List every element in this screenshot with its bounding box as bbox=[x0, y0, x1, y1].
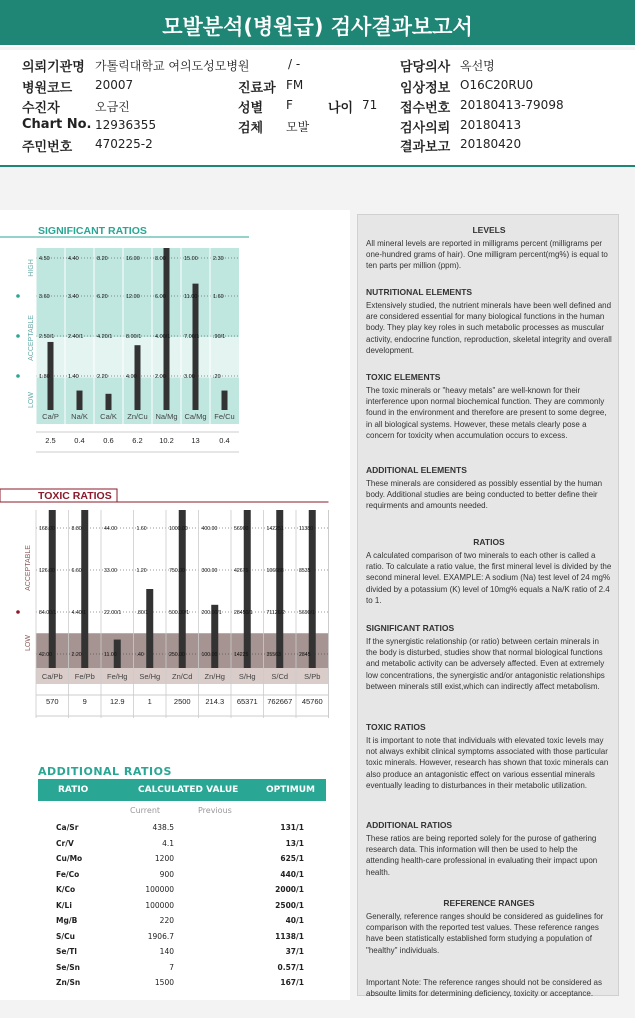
sig-bar-Ca/Mg bbox=[193, 284, 199, 410]
sig-col-value: 6.2 bbox=[132, 436, 143, 445]
explanation-heading: TOXIC ELEMENTS bbox=[366, 372, 441, 382]
sex-label: 성별 bbox=[238, 101, 264, 116]
toxic-bar-S/Pb bbox=[309, 510, 316, 668]
explanation-block bbox=[366, 537, 612, 616]
col-optimum-header: OPTIMUM bbox=[266, 785, 315, 795]
ratio-optimum: 1138/1 bbox=[275, 931, 304, 941]
ratio-name: K/Li bbox=[56, 900, 72, 910]
toxic-col-value: 570 bbox=[45, 697, 59, 706]
ratio-optimum: 131/1 bbox=[280, 823, 304, 832]
col-ratio-header: RATIO bbox=[58, 785, 89, 795]
report-label: 결과보고 bbox=[400, 140, 451, 155]
toxic-title: TOXIC RATIOS bbox=[38, 490, 112, 502]
explanation-text: Extensively studied, the nutrient minerals have been well defined and are considered essential for many biological functions in the human body. They play key roles in such metabolic processes as muscular activity, endocrine function, reproduction, skeletal integrity and overall development. bbox=[366, 301, 612, 355]
sig-tick-label: 4.20/1 bbox=[97, 334, 113, 340]
sig-tick-label: 1.40 bbox=[68, 374, 79, 380]
ratio-current-value: 1906.7 bbox=[147, 931, 174, 941]
sig-tick-label: 12.00 bbox=[126, 294, 140, 300]
additional-ratios-title: ADDITIONAL RATIOS bbox=[38, 765, 172, 778]
additional-row bbox=[38, 885, 326, 900]
zone-label-low: LOW bbox=[28, 392, 35, 408]
significant-title: SIGNIFICANT RATIOS bbox=[38, 225, 147, 237]
explanation-block bbox=[366, 372, 612, 451]
ratio-current-value: 100000 bbox=[145, 885, 174, 894]
toxic-bar-Fe/Pb bbox=[81, 510, 88, 668]
explanation-block bbox=[366, 722, 612, 801]
receipt-label: 접수번호 bbox=[400, 101, 451, 116]
sig-col-name: Zn/Cu bbox=[127, 412, 148, 421]
toxic-tick-label: 56900 bbox=[234, 526, 249, 532]
ratio-current-value: 1200 bbox=[154, 854, 174, 863]
toxic-tick-label: 500.00/1 bbox=[169, 610, 190, 616]
col-value-header: CALCULATED VALUE bbox=[138, 785, 239, 795]
explanation-text: The toxic minerals or "heavy metals" are well-known for their interference upon normal biochemical function. They are commonly found in the environment and therefore are present to some degree, in all biological systems. However, these metals clearly pose a concern for toxicity when accumulation occurs to excess. bbox=[366, 386, 607, 440]
additional-row bbox=[38, 916, 326, 931]
sig-bar-Ca/K bbox=[106, 394, 112, 410]
toxic-col-value: 45760 bbox=[301, 697, 323, 706]
sig-marker bbox=[16, 374, 20, 378]
sig-col-name: Fe/Cu bbox=[214, 412, 235, 421]
sig-tick-label: 7.00/1 bbox=[184, 334, 200, 340]
explanation-heading: TOXIC RATIOS bbox=[366, 722, 426, 732]
explanation-block bbox=[366, 225, 612, 282]
toxic-tick-label: 142251 bbox=[266, 526, 284, 532]
additional-row bbox=[38, 963, 326, 978]
chart-no-label: Chart No. bbox=[22, 117, 92, 132]
toxic-tick-label: 100.00 bbox=[201, 652, 218, 658]
toxic-tick-label: 1000.00 bbox=[169, 526, 188, 532]
toxic-tick-label: 4.40/1 bbox=[71, 610, 86, 616]
sig-tick-label: 11.00 bbox=[184, 294, 198, 300]
toxic-tick-label: 14225 bbox=[234, 652, 249, 658]
explanation-text: Generally, reference ranges should be considered as guidelines for comparison with the reported test values. These reference ranges have been statistically established form studying a population of "healthy" individuals. bbox=[366, 912, 604, 955]
sig-bar-Fe/Cu bbox=[222, 391, 228, 410]
explanation-panel bbox=[357, 214, 619, 999]
hospital-code-label: 병원코드 bbox=[22, 81, 73, 96]
toxic-col-name: Fe/Hg bbox=[107, 672, 128, 681]
patient-label: 수진자 bbox=[22, 101, 60, 116]
toxic-col-name: S/Cd bbox=[271, 672, 289, 681]
additional-row bbox=[38, 947, 326, 962]
explanation-heading: LEVELS bbox=[472, 225, 506, 235]
explanation-heading: REFERENCE RANGES bbox=[443, 898, 535, 908]
age-label: 나이 bbox=[328, 101, 354, 116]
sig-tick-label: 15.00 bbox=[184, 256, 198, 262]
sig-tick-label: 4.00/1 bbox=[155, 334, 171, 340]
toxic-tick-label: 11380 bbox=[299, 526, 314, 532]
ratio-optimum: 0.57/1 bbox=[277, 962, 304, 972]
ratio-current-value: 900 bbox=[159, 869, 174, 879]
age-value: 71 bbox=[362, 98, 378, 112]
explanation-block bbox=[366, 898, 612, 966]
sig-col-value: 0.6 bbox=[103, 436, 114, 445]
additional-row bbox=[38, 901, 326, 916]
zone-label-acceptable: ACCEPTABLE bbox=[28, 315, 35, 361]
explanation-text: These ratios are being reported solely for the purose of gathering research data. This information will then be used to help the attending health-care professional in evaluating their impact upon health. bbox=[366, 834, 598, 877]
sig-tick-label: 16.00 bbox=[126, 256, 140, 262]
toxic-tick-label: 71126/2 bbox=[266, 610, 285, 616]
sig-tick-label: 2.00 bbox=[155, 374, 166, 380]
ratio-optimum: 440/1 bbox=[280, 869, 304, 879]
toxic-bar-S/Cd bbox=[276, 510, 283, 668]
report-date: 20180420 bbox=[460, 137, 522, 151]
ratio-current-value: 438.5 bbox=[152, 823, 174, 832]
toxic-tick-label: 168.00 bbox=[39, 526, 55, 532]
explanation-text: Important Note: The reference ranges should not be considered as absoulte limits for determining deficiency, toxicity or acceptance. bbox=[366, 978, 602, 999]
sig-col-value: 0.4 bbox=[74, 436, 85, 445]
toxic-tick-label: 400.00 bbox=[201, 526, 218, 532]
sig-marker bbox=[16, 334, 20, 338]
explanation-heading: SIGNIFICANT RATIOS bbox=[366, 623, 455, 633]
sig-marker bbox=[16, 294, 20, 298]
ratio-name: Fe/Co bbox=[56, 869, 80, 879]
ratio-optimum: 13/1 bbox=[285, 838, 304, 848]
sig-col-value: 10.2 bbox=[159, 436, 174, 445]
sig-col-value: 2.5 bbox=[45, 436, 56, 445]
patient-value: 오금진 bbox=[95, 100, 130, 114]
ratio-current-value: 140 bbox=[159, 947, 174, 956]
toxic-tick-label: 5690/1 bbox=[299, 610, 315, 616]
toxic-col-name: Se/Hg bbox=[139, 672, 161, 681]
toxic-col-name: S/Pb bbox=[304, 672, 321, 681]
toxic-ratios-chart bbox=[0, 488, 350, 768]
toxic-bar-Zn/Cd bbox=[179, 510, 186, 668]
request-label: 검사의뢰 bbox=[400, 121, 451, 136]
ratio-name: K/Co bbox=[56, 885, 76, 894]
explanation-heading: NUTRITIONAL ELEMENTS bbox=[366, 287, 473, 297]
specimen-label: 검체 bbox=[238, 121, 264, 136]
toxic-col-value: 9 bbox=[82, 697, 87, 706]
toxic-tick-label: 200.00/1 bbox=[201, 610, 222, 616]
sig-tick-label: 8.20 bbox=[97, 256, 108, 262]
toxic-tick-label: 250.00 bbox=[169, 652, 185, 658]
ratio-optimum: 2000/1 bbox=[275, 885, 304, 894]
sig-tick-label: 2.40/1 bbox=[68, 334, 84, 340]
explanation-block bbox=[366, 465, 612, 522]
sig-tick-label: .90/1 bbox=[213, 334, 226, 340]
ratio-optimum: 37/1 bbox=[285, 947, 304, 956]
ratio-optimum: 625/1 bbox=[280, 854, 304, 863]
additional-row bbox=[38, 823, 326, 838]
additional-row bbox=[38, 854, 326, 869]
explanation-block bbox=[366, 977, 612, 1009]
sex-value: F bbox=[286, 98, 293, 112]
additional-ratios-table bbox=[38, 779, 326, 999]
toxic-marker bbox=[16, 610, 20, 614]
explanation-block bbox=[366, 820, 612, 888]
sig-tick-label: 8.00 bbox=[155, 256, 166, 262]
hospital-code-value: 20007 bbox=[95, 78, 134, 92]
ratio-current-value: 100000 bbox=[145, 900, 174, 910]
toxic-col-value: 1 bbox=[147, 697, 152, 706]
ratio-name: Ca/Sr bbox=[56, 823, 79, 832]
id-label: 주민번호 bbox=[22, 140, 73, 155]
toxic-tick-label: 1.20 bbox=[136, 568, 147, 574]
ratio-current-value: 4.1 bbox=[162, 838, 174, 848]
sig-bar-Na/K bbox=[77, 391, 83, 410]
toxic-tick-label: 2.20 bbox=[71, 652, 82, 658]
sig-tick-label: .20 bbox=[213, 374, 221, 380]
ratio-name: S/Cu bbox=[56, 931, 75, 941]
explanation-text: It is important to note that individuals with elevated toxic levels may not always exhibit clinical symptoms associated with those particular toxic minerals. However, research has shown that toxic minerals can also produce an antagonistic effect on various essential minerals eventually leading to disturbances in their metabolic utilization. bbox=[366, 736, 609, 790]
toxic-bar-Ca/Pb bbox=[49, 510, 56, 668]
toxic-tick-label: 2845 bbox=[299, 652, 311, 658]
explanation-text: If the synergistic relationship (or ratio) between certain minerals in the body is disturbed, studies show that normal biological functions and metabolic activity can be adversely affected. Even at extremely low concentrations, the synergistic and/or antagonistic relationships between minerals still exist,which can indirectly affect metabolism. bbox=[366, 637, 605, 691]
sig-tick-label: 3.60 bbox=[39, 294, 50, 300]
toxic-col-name: Zn/Cd bbox=[172, 672, 193, 681]
explanation-text: These minerals are considered as possibly essential by the human body. Additional studies are being conducted to better define their requirments and amounts needed. bbox=[366, 479, 603, 511]
additional-row bbox=[38, 870, 326, 885]
sig-col-value: 0.4 bbox=[219, 436, 230, 445]
sig-tick-label: 6.20 bbox=[97, 294, 108, 300]
toxic-zone-label-acceptable: ACCEPTABLE bbox=[25, 545, 32, 591]
toxic-tick-label: 106688 bbox=[266, 568, 284, 574]
toxic-tick-label: 44.00 bbox=[104, 526, 117, 532]
sig-tick-label: 3.00 bbox=[184, 374, 195, 380]
sig-tick-label: 4.40 bbox=[68, 256, 79, 262]
toxic-tick-label: 28450/1 bbox=[234, 610, 253, 616]
toxic-zone-label-low: LOW bbox=[25, 635, 32, 651]
toxic-tick-label: 42.00 bbox=[39, 652, 52, 658]
toxic-col-value: 762667 bbox=[267, 697, 293, 706]
toxic-tick-label: 750.00 bbox=[169, 568, 185, 574]
additional-row bbox=[38, 839, 326, 854]
specimen-value: 모발 bbox=[286, 120, 310, 134]
toxic-tick-label: 8.80 bbox=[71, 526, 82, 532]
sig-col-name: Ca/P bbox=[42, 412, 59, 421]
toxic-col-name: S/Hg bbox=[238, 672, 256, 681]
toxic-tick-label: 300.00 bbox=[201, 568, 218, 574]
sig-col-name: Na/Mg bbox=[155, 412, 178, 421]
ratio-optimum: 40/1 bbox=[285, 916, 304, 925]
toxic-tick-label: 8535 bbox=[299, 568, 311, 574]
toxic-col-value: 12.9 bbox=[109, 697, 125, 706]
sig-col-name: Ca/K bbox=[100, 412, 117, 421]
sig-tick-label: 2.50/1 bbox=[39, 334, 55, 340]
sig-tick-label: 2.30 bbox=[213, 256, 224, 262]
toxic-tick-label: 6.60 bbox=[71, 568, 82, 574]
sig-tick-label: 1.80 bbox=[39, 374, 50, 380]
toxic-tick-label: 84.00/1 bbox=[39, 610, 57, 616]
ratio-name: Se/Tl bbox=[56, 947, 77, 956]
dept-value: FM bbox=[286, 78, 304, 92]
id-value: 470225-2 bbox=[95, 137, 153, 151]
doctor-label: 담당의사 bbox=[400, 60, 451, 75]
receipt-value: 20180413-79098 bbox=[460, 98, 564, 112]
toxic-col-value: 214.3 bbox=[205, 697, 225, 706]
toxic-tick-label: .80/1 bbox=[136, 610, 149, 616]
explanation-block bbox=[366, 287, 612, 366]
ratio-optimum: 2500/1 bbox=[275, 900, 304, 910]
explanation-heading: ADDITIONAL ELEMENTS bbox=[366, 465, 467, 475]
toxic-tick-label: 1.60 bbox=[136, 526, 147, 532]
chart-no-value: 12936355 bbox=[95, 118, 157, 132]
doctor-value: 옥선명 bbox=[460, 59, 495, 73]
sig-tick-label: 8.00/1 bbox=[126, 334, 142, 340]
institution-value: 가톨릭대학교 여의도성모병원 bbox=[95, 59, 250, 73]
patient-info-panel bbox=[0, 50, 635, 167]
institution-label: 의뢰기관명 bbox=[22, 60, 85, 75]
toxic-col-value: 2500 bbox=[173, 697, 191, 706]
ratio-current-value: 220 bbox=[159, 916, 174, 925]
explanation-heading: RATIOS bbox=[473, 537, 505, 547]
toxic-tick-label: .40 bbox=[136, 652, 144, 658]
request-date: 20180413 bbox=[460, 118, 522, 132]
explanation-heading: ADDITIONAL RATIOS bbox=[366, 820, 453, 830]
toxic-tick-label: 33.00 bbox=[104, 568, 117, 574]
ratio-optimum: 167/1 bbox=[280, 978, 304, 987]
ratio-current-value: 7 bbox=[169, 962, 174, 972]
sig-tick-label: 1.60 bbox=[213, 294, 224, 300]
toxic-bar-Se/Hg bbox=[146, 589, 153, 668]
additional-row bbox=[38, 932, 326, 947]
dept-label: 진료과 bbox=[238, 81, 276, 96]
toxic-col-value: 65371 bbox=[236, 697, 258, 706]
zone-label-high: HIGH bbox=[28, 259, 35, 277]
toxic-bar-S/Hg bbox=[244, 510, 251, 668]
ratio-name: Cu/Mo bbox=[56, 854, 83, 863]
toxic-tick-label: 35563 bbox=[266, 652, 281, 658]
toxic-tick-label: 11.00 bbox=[104, 652, 117, 658]
clinical-value: O16C20RU0 bbox=[460, 78, 534, 92]
explanation-text: All mineral levels are reported in milligrams percent (milligrams per one-hundred grams of hair). One milligram percent(mg%) is equal to ten parts per million (ppm). bbox=[366, 239, 608, 271]
sub-current: Current bbox=[130, 806, 161, 815]
sig-col-value: 13 bbox=[191, 436, 200, 445]
report-title: 모발분석(병원급) 검사결과보고서 bbox=[0, 0, 635, 47]
sig-col-name: Ca/Mg bbox=[184, 412, 207, 421]
institution-extra: / - bbox=[288, 57, 301, 71]
clinical-label: 임상정보 bbox=[400, 81, 451, 96]
additional-row bbox=[38, 978, 326, 993]
ratio-name: Cr/V bbox=[56, 838, 74, 848]
explanation-block bbox=[366, 623, 612, 702]
ratio-name: Se/Sn bbox=[56, 962, 80, 972]
sig-tick-label: 4.50 bbox=[39, 256, 50, 262]
significant-ratios-chart bbox=[0, 220, 350, 490]
sig-tick-label: 4.00 bbox=[126, 374, 137, 380]
toxic-col-name: Ca/Pb bbox=[41, 672, 63, 681]
toxic-tick-label: 22.00/1 bbox=[104, 610, 122, 616]
sig-tick-label: 3.40 bbox=[68, 294, 79, 300]
ratio-current-value: 1500 bbox=[154, 978, 174, 987]
sig-tick-label: 6.00 bbox=[155, 294, 166, 300]
sig-col-name: Na/K bbox=[71, 412, 88, 421]
additional-table-header bbox=[38, 779, 326, 801]
toxic-tick-label: 126.00 bbox=[39, 568, 55, 574]
sig-bar-Na/Mg bbox=[164, 248, 170, 410]
ratio-name: Zn/Sn bbox=[56, 978, 81, 987]
toxic-col-name: Fe/Pb bbox=[74, 672, 95, 681]
explanation-text: A calculated comparison of two minerals to each other is called a ratio. To calculate a ratio value, the first mineral level is divided by the second mineral level. EXAMPLE: A sodium (Na) test level of 24 mg% divided by a potassium (K) level of 10mg% equals a Na/K ratio of 2.4 to 1. bbox=[366, 551, 612, 605]
sub-previous: Previous bbox=[198, 806, 232, 815]
toxic-tick-label: 42675 bbox=[234, 568, 249, 574]
ratio-name: Mg/B bbox=[56, 916, 78, 925]
toxic-col-name: Zn/Hg bbox=[204, 672, 225, 681]
sig-tick-label: 2.20 bbox=[97, 374, 108, 380]
